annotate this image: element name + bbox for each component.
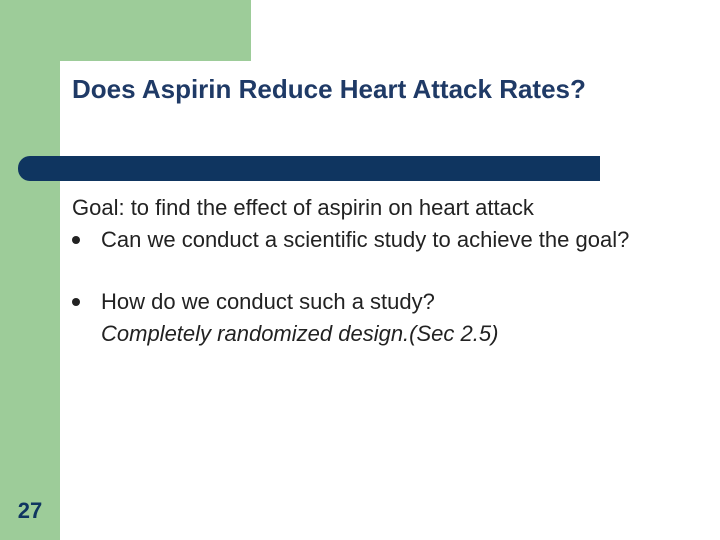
title-rule xyxy=(18,156,600,181)
bullet-dot-icon xyxy=(72,298,80,306)
bullet-text: Can we conduct a scientific study to achieve the goal? xyxy=(101,227,630,252)
goal-text: Goal: to find the effect of aspirin on heart attack xyxy=(72,195,534,220)
slide-body xyxy=(72,192,692,350)
bullet-dot-icon xyxy=(72,236,80,244)
bullet-item xyxy=(72,224,692,256)
bullet-answer: Completely randomized design.(Sec 2.5) xyxy=(101,321,499,346)
top-decor-band xyxy=(0,0,251,61)
slide-number: 27 xyxy=(17,498,43,523)
left-decor-band xyxy=(0,0,60,540)
bullet-item xyxy=(72,286,692,350)
slide-title: Does Aspirin Reduce Heart Attack Rates? xyxy=(72,74,586,104)
bullet-text: How do we conduct such a study? xyxy=(101,289,435,314)
